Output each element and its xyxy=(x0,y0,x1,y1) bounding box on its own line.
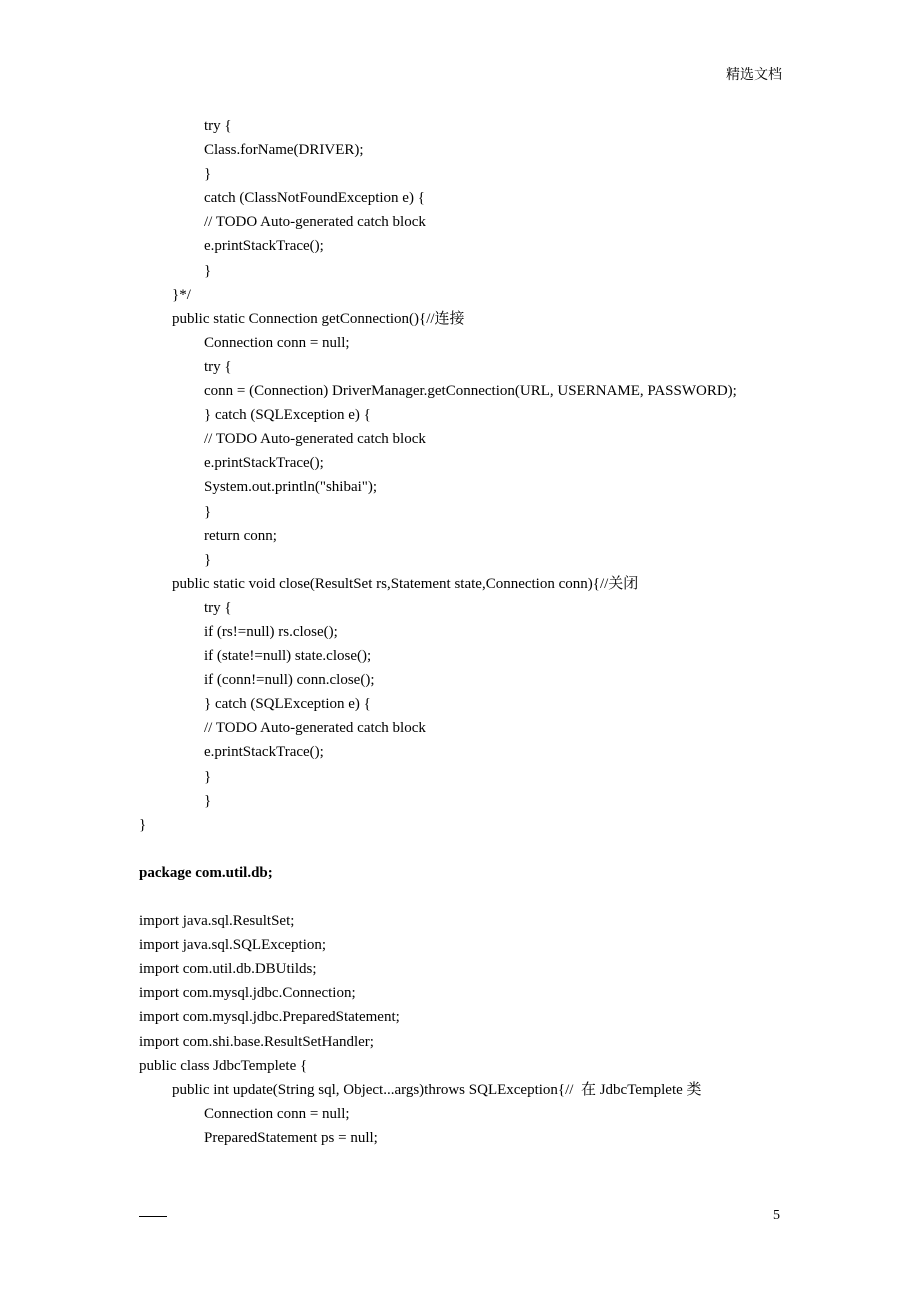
code-line: Connection conn = null; xyxy=(204,1105,350,1122)
code-line: // TODO Auto-generated catch block xyxy=(204,431,426,448)
code-line: // TODO Auto-generated catch block xyxy=(204,720,426,737)
code-line: import java.sql.ResultSet; xyxy=(139,913,295,930)
code-line: import java.sql.SQLException; xyxy=(139,937,327,954)
code-line: public int update(String sql, Object...args)throws SQLException{// 在 JdbcTemplete 类 xyxy=(172,1081,702,1098)
code-line: PreparedStatement ps = null; xyxy=(204,1129,378,1146)
footer-rule xyxy=(139,1216,167,1217)
code-line: Class.forName(DRIVER); xyxy=(204,142,364,159)
code-line: conn = (Connection) DriverManager.getConnection(URL, USERNAME, PASSWORD); xyxy=(204,383,737,400)
code-line: } xyxy=(204,503,212,520)
code-line: if (state!=null) state.close(); xyxy=(204,648,372,665)
blank-line xyxy=(0,837,920,861)
code-line: catch (ClassNotFoundException e) { xyxy=(204,190,425,207)
code-line: } xyxy=(204,792,212,809)
code-line: try { xyxy=(204,358,232,375)
code-line: package com.util.db; xyxy=(139,864,273,881)
blank-line xyxy=(0,885,920,909)
code-line: } xyxy=(204,768,212,785)
code-line: try { xyxy=(204,118,232,134)
code-line: } xyxy=(139,816,147,833)
code-line: e.printStackTrace(); xyxy=(204,455,324,472)
code-line: } xyxy=(204,166,212,183)
code-line: System.out.println("shibai"); xyxy=(204,479,378,496)
code-line: public static Connection getConnection(){//连接 xyxy=(172,310,465,327)
code-line: Connection conn = null; xyxy=(204,334,350,351)
code-line: public static void close(ResultSet rs,Statement state,Connection conn){//关闭 xyxy=(172,575,639,592)
code-line: } catch (SQLException e) { xyxy=(204,407,371,424)
code-line: return conn; xyxy=(204,527,277,544)
code-listing xyxy=(0,114,920,1150)
code-line: import com.mysql.jdbc.PreparedStatement; xyxy=(139,1009,400,1026)
code-line: // TODO Auto-generated catch block xyxy=(204,214,426,231)
code-line: import com.shi.base.ResultSetHandler; xyxy=(139,1033,374,1050)
code-line: try { xyxy=(204,599,232,616)
code-line: } catch (SQLException e) { xyxy=(204,696,371,713)
code-line: }*/ xyxy=(172,286,191,303)
code-line: } xyxy=(204,262,212,279)
code-line: if (rs!=null) rs.close(); xyxy=(204,623,338,640)
code-line: import com.util.db.DBUtilds; xyxy=(139,961,317,978)
code-line: } xyxy=(204,551,212,568)
page-number: 5 xyxy=(773,1208,780,1223)
code-line: if (conn!=null) conn.close(); xyxy=(204,672,375,689)
code-line: public class JdbcTemplete { xyxy=(139,1057,308,1074)
code-line: e.printStackTrace(); xyxy=(204,238,324,255)
page-header-label: 精选文档 xyxy=(726,68,782,83)
code-line: import com.mysql.jdbc.Connection; xyxy=(139,985,356,1002)
code-line: e.printStackTrace(); xyxy=(204,744,324,761)
